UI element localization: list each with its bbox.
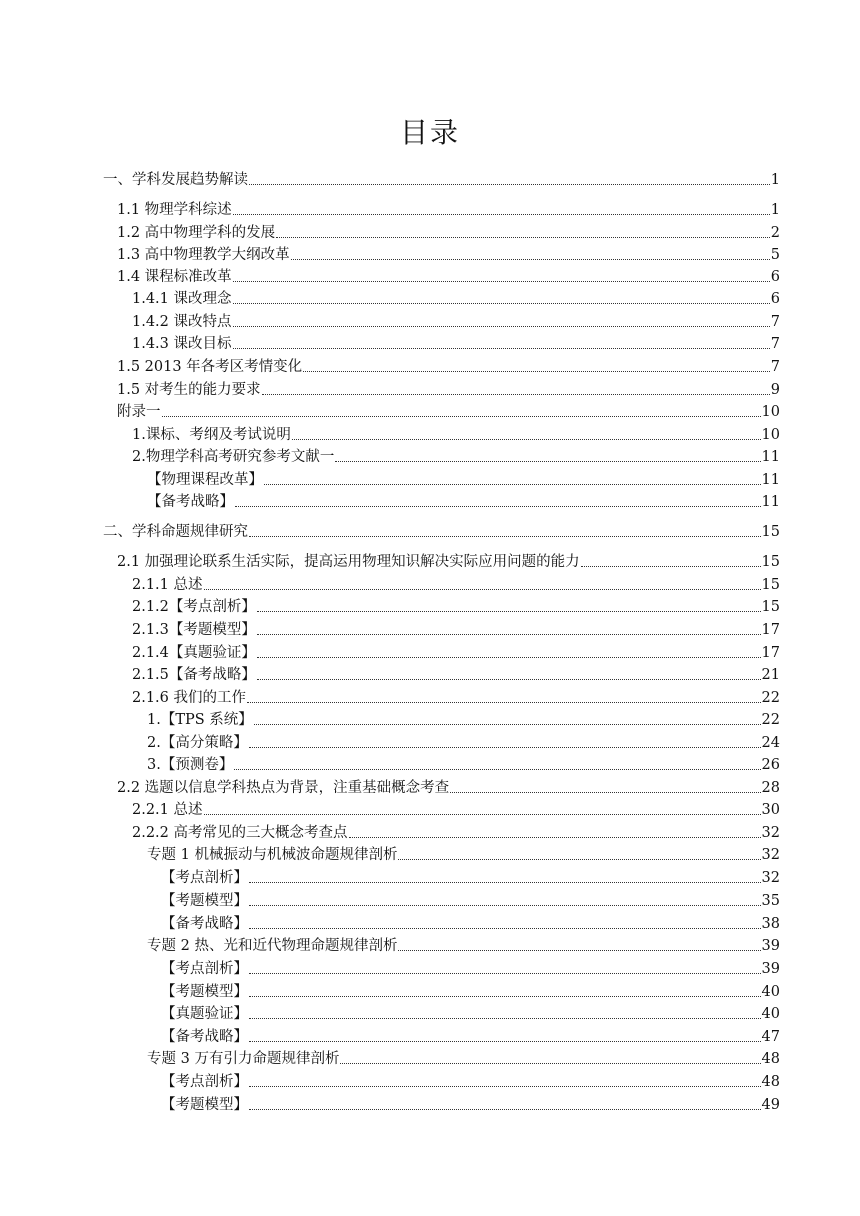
toc-entry-title: 【考题模型】 bbox=[161, 984, 248, 1000]
toc-entry[interactable] bbox=[132, 309, 780, 331]
toc-entry-title: 【真题验证】 bbox=[161, 1006, 248, 1022]
dot-leader bbox=[249, 928, 761, 929]
toc-entry-title: 【考题模型】 bbox=[161, 893, 248, 909]
toc-entry[interactable] bbox=[147, 730, 780, 752]
toc-entry-title: 专题 2 热、光和近代物理命题规律剖析 bbox=[147, 938, 398, 954]
toc-entry-title: 1.1 物理学科综述 bbox=[117, 202, 232, 218]
toc-entry-page-number: 2 bbox=[770, 225, 780, 241]
toc-entry[interactable] bbox=[147, 707, 780, 729]
toc-entry[interactable] bbox=[117, 220, 780, 242]
toc-entry-page-number: 24 bbox=[761, 735, 780, 751]
toc-entry-page-number: 10 bbox=[761, 404, 780, 420]
toc-entry[interactable] bbox=[132, 617, 780, 639]
toc-entry-page-number: 9 bbox=[770, 382, 780, 398]
dot-leader bbox=[257, 679, 761, 680]
toc-entry-title: 2.1 加强理论联系生活实际，提高运用物理知识解决实际应用问题的能力 bbox=[117, 554, 580, 570]
toc-entry-title: 1.2 高中物理学科的发展 bbox=[117, 225, 276, 241]
toc-entry-title: 1.3 高中物理教学大纲改革 bbox=[117, 247, 290, 263]
dot-leader bbox=[262, 394, 770, 395]
dot-leader bbox=[335, 461, 760, 462]
dot-leader bbox=[340, 1063, 760, 1064]
toc-entry-title: 【考点剖析】 bbox=[161, 1074, 248, 1090]
toc-entry[interactable] bbox=[161, 911, 780, 933]
toc-entry-title: 1.4.1 课改理念 bbox=[132, 291, 232, 307]
toc-entry[interactable] bbox=[103, 519, 780, 541]
toc-entry-page-number: 11 bbox=[761, 494, 780, 510]
dot-leader bbox=[254, 724, 761, 725]
toc-entry-title: 一、学科发展趋势解读 bbox=[103, 172, 248, 188]
toc-entry-title: 1.4.2 课改特点 bbox=[132, 314, 232, 330]
toc-entry-title: 2.【高分策略】 bbox=[147, 735, 248, 751]
toc-entry-page-number: 32 bbox=[761, 847, 780, 863]
toc-entry-title: 专题 1 机械振动与机械波命题规律剖析 bbox=[147, 847, 398, 863]
toc-entry-title: 1.5 2013 年各考区考情变化 bbox=[117, 359, 303, 375]
dot-leader bbox=[398, 950, 760, 951]
toc-entry[interactable] bbox=[117, 775, 780, 797]
toc-entry-page-number: 7 bbox=[770, 314, 780, 330]
toc-entry[interactable] bbox=[161, 1092, 780, 1114]
toc-entry[interactable] bbox=[147, 489, 780, 511]
toc-entry-page-number: 26 bbox=[761, 757, 780, 773]
toc-entry-page-number: 1 bbox=[770, 172, 780, 188]
toc-entry-title: 2.物理学科高考研究参考文献一 bbox=[132, 449, 335, 465]
dot-leader bbox=[204, 589, 761, 590]
toc-entry[interactable] bbox=[147, 467, 780, 489]
toc-entry-page-number: 48 bbox=[761, 1074, 780, 1090]
toc-entry-page-number: 6 bbox=[770, 291, 780, 307]
dot-leader bbox=[162, 416, 761, 417]
toc-entry[interactable] bbox=[132, 685, 780, 707]
toc-entry-title: 2.1.3【考题模型】 bbox=[132, 622, 256, 638]
dot-leader bbox=[249, 747, 761, 748]
toc-entry-page-number: 49 bbox=[761, 1097, 780, 1113]
toc-entry[interactable] bbox=[117, 399, 780, 421]
dot-leader bbox=[204, 814, 761, 815]
toc-entry-title: 二、学科命题规律研究 bbox=[103, 524, 248, 540]
toc-entry-page-number: 40 bbox=[761, 984, 780, 1000]
toc-entry-title: 2.1.1 总述 bbox=[132, 577, 203, 593]
dot-leader bbox=[249, 973, 761, 974]
toc-entry[interactable] bbox=[132, 662, 780, 684]
dot-leader bbox=[249, 1018, 761, 1019]
toc-entry-title: 1.课标、考纲及考试说明 bbox=[132, 427, 291, 443]
toc-entry[interactable] bbox=[132, 594, 780, 616]
dot-leader bbox=[257, 634, 761, 635]
toc-entry[interactable] bbox=[117, 264, 780, 286]
dot-leader bbox=[450, 792, 760, 793]
dot-leader bbox=[264, 484, 761, 485]
toc-entry-page-number: 22 bbox=[761, 712, 780, 728]
dot-leader bbox=[303, 371, 770, 372]
toc-entry-page-number: 5 bbox=[770, 247, 780, 263]
dot-leader bbox=[249, 1086, 761, 1087]
dot-leader bbox=[233, 348, 770, 349]
toc-entry-title: 【物理课程改革】 bbox=[147, 472, 263, 488]
toc-entry[interactable] bbox=[161, 888, 780, 910]
toc-entry-title: 【备考战略】 bbox=[161, 916, 248, 932]
dot-leader bbox=[257, 611, 761, 612]
toc-entry-page-number: 11 bbox=[761, 449, 780, 465]
toc-entry-page-number: 40 bbox=[761, 1006, 780, 1022]
toc-entry-page-number: 17 bbox=[761, 622, 780, 638]
toc-entry-page-number: 22 bbox=[761, 690, 780, 706]
toc-entry-title: 【考题模型】 bbox=[161, 1097, 248, 1113]
toc-entry[interactable] bbox=[161, 865, 780, 887]
toc-entry-title: 【备考战略】 bbox=[161, 1029, 248, 1045]
toc-entry[interactable] bbox=[161, 1001, 780, 1023]
toc-entry[interactable] bbox=[132, 640, 780, 662]
toc-entry[interactable] bbox=[117, 549, 780, 571]
toc-entry-page-number: 38 bbox=[761, 916, 780, 932]
dot-leader bbox=[276, 237, 770, 238]
toc-entry-page-number: 32 bbox=[761, 825, 780, 841]
toc-entry-page-number: 39 bbox=[761, 938, 780, 954]
toc-entry-page-number: 6 bbox=[770, 269, 780, 285]
dot-leader bbox=[291, 259, 770, 260]
toc-entry-title: 1.5 对考生的能力要求 bbox=[117, 382, 261, 398]
toc-entry-page-number: 28 bbox=[761, 780, 780, 796]
toc-entry-page-number: 48 bbox=[761, 1051, 780, 1067]
toc-entry-title: 【考点剖析】 bbox=[161, 870, 248, 886]
toc-entry-title: 2.1.5【备考战略】 bbox=[132, 667, 256, 683]
toc-entry[interactable] bbox=[117, 197, 780, 219]
toc-entry-title: 附录一 bbox=[117, 404, 161, 420]
dot-leader bbox=[249, 184, 770, 185]
toc-entry-title: 2.1.2【考点剖析】 bbox=[132, 599, 256, 615]
toc-entry-title: 2.1.6 我们的工作 bbox=[132, 690, 247, 706]
dot-leader bbox=[233, 303, 770, 304]
toc-entry-title: 1.【TPS 系统】 bbox=[147, 712, 253, 728]
dot-leader bbox=[234, 769, 760, 770]
dot-leader bbox=[249, 1109, 761, 1110]
dot-leader bbox=[581, 566, 761, 567]
toc-entry[interactable] bbox=[147, 752, 780, 774]
toc-entry-page-number: 47 bbox=[761, 1029, 780, 1045]
toc-entry-page-number: 15 bbox=[761, 524, 780, 540]
toc-entry[interactable] bbox=[132, 820, 780, 842]
dot-leader bbox=[249, 996, 761, 997]
toc-entry-page-number: 11 bbox=[761, 472, 780, 488]
dot-leader bbox=[233, 326, 770, 327]
toc-entry-title: 1.4 课程标准改革 bbox=[117, 269, 232, 285]
toc-entry-title: 3.【预测卷】 bbox=[147, 757, 234, 773]
toc-entry-page-number: 35 bbox=[761, 893, 780, 909]
toc-entry-page-number: 7 bbox=[770, 336, 780, 352]
toc-entry[interactable] bbox=[147, 1046, 780, 1068]
toc-entry-title: 2.1.4【真题验证】 bbox=[132, 645, 256, 661]
dot-leader bbox=[233, 281, 770, 282]
toc-entry[interactable] bbox=[117, 242, 780, 264]
toc-entry-page-number: 15 bbox=[761, 554, 780, 570]
dot-leader bbox=[249, 905, 761, 906]
toc-entry-title: 2.2 选题以信息学科热点为背景，注重基础概念考查 bbox=[117, 780, 450, 796]
dot-leader bbox=[249, 882, 761, 883]
toc-entry-page-number: 10 bbox=[761, 427, 780, 443]
toc-entry-page-number: 32 bbox=[761, 870, 780, 886]
toc-entry[interactable] bbox=[103, 167, 780, 189]
dot-leader bbox=[349, 837, 761, 838]
toc-entry[interactable] bbox=[132, 572, 780, 594]
toc-entry-title: 1.4.3 课改目标 bbox=[132, 336, 232, 352]
dot-leader bbox=[257, 657, 761, 658]
dot-leader bbox=[233, 214, 770, 215]
toc-entry-page-number: 1 bbox=[770, 202, 780, 218]
toc-entry[interactable] bbox=[161, 979, 780, 1001]
toc-entry[interactable] bbox=[161, 956, 780, 978]
dot-leader bbox=[292, 439, 761, 440]
toc-entry[interactable] bbox=[147, 933, 780, 955]
toc-entry-page-number: 17 bbox=[761, 645, 780, 661]
dot-leader bbox=[249, 536, 761, 537]
toc-entry-title: 2.2.2 高考常见的三大概念考查点 bbox=[132, 825, 348, 841]
toc-entry-title: 2.2.1 总述 bbox=[132, 802, 203, 818]
page-title: 目录 bbox=[399, 116, 460, 149]
dot-leader bbox=[247, 702, 761, 703]
toc-entry[interactable] bbox=[132, 331, 780, 353]
toc-entry-page-number: 39 bbox=[761, 961, 780, 977]
dot-leader bbox=[235, 506, 761, 507]
toc-entry[interactable] bbox=[161, 1069, 780, 1091]
toc-entry-page-number: 15 bbox=[761, 599, 780, 615]
toc-entry-title: 【考点剖析】 bbox=[161, 961, 248, 977]
dot-leader bbox=[398, 859, 760, 860]
toc-entry[interactable] bbox=[161, 1024, 780, 1046]
toc-entry[interactable] bbox=[147, 842, 780, 864]
toc-entry[interactable] bbox=[117, 354, 780, 376]
toc-entry-title: 专题 3 万有引力命题规律剖析 bbox=[147, 1051, 340, 1067]
toc-entry[interactable] bbox=[132, 286, 780, 308]
toc-entry-title: 【备考战略】 bbox=[147, 494, 234, 510]
toc-entry-page-number: 7 bbox=[770, 359, 780, 375]
toc-entry[interactable] bbox=[117, 377, 780, 399]
toc-entry[interactable] bbox=[132, 444, 780, 466]
toc-entry[interactable] bbox=[132, 422, 780, 444]
toc-entry-page-number: 30 bbox=[761, 802, 780, 818]
dot-leader bbox=[249, 1041, 761, 1042]
toc-entry-page-number: 21 bbox=[761, 667, 780, 683]
toc-entry-page-number: 15 bbox=[761, 577, 780, 593]
toc-entry[interactable] bbox=[132, 797, 780, 819]
